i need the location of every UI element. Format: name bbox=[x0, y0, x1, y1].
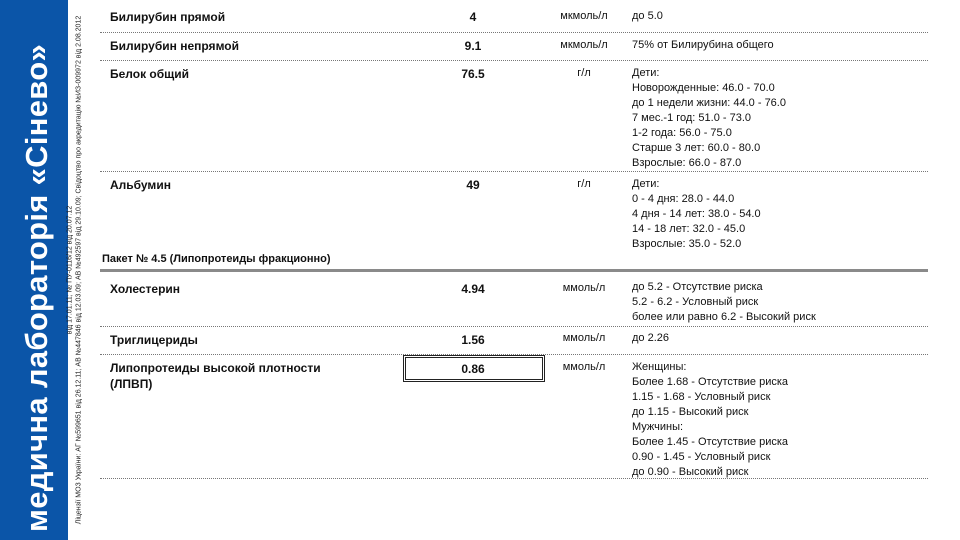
test-unit: мкмоль/л bbox=[560, 10, 608, 22]
license-strip bbox=[68, 0, 90, 540]
brand-name: медична лабораторія «Сінево» bbox=[19, 43, 54, 533]
brand-sidebar bbox=[0, 0, 68, 540]
test-unit: ммоль/л bbox=[562, 361, 606, 373]
test-unit: мкмоль/л bbox=[560, 39, 608, 51]
reference-range: до 2.26 bbox=[632, 332, 670, 344]
test-value: 9.1 bbox=[464, 39, 482, 53]
test-value: 0.86 bbox=[461, 362, 485, 376]
test-unit: ммоль/л bbox=[562, 332, 606, 344]
packet-title: Пакет № 4.5 (Липопротеиды фракционно) bbox=[102, 253, 331, 265]
test-name: Билирубин непрямой bbox=[110, 39, 239, 53]
test-name: Белок общий bbox=[110, 67, 190, 81]
row-divider bbox=[100, 60, 928, 61]
row-divider bbox=[100, 326, 928, 327]
reference-range: Дети: 0 - 4 дня: 28.0 - 44.0 4 дня - 14 лет: 38.0 - 54.0 14 - 18 лет: 32.0 - 45.0 Взрослые: 35.0 - 52.0 bbox=[632, 178, 761, 250]
reference-range: Дети: Новорожденные: 46.0 - 70.0 до 1 недели жизни: 44.0 - 76.0 7 мес.-1 год: 51.0 - 73.0 1-2 года: 56.0 - 75.0 Старше 3 лет: 60.0 - 80.0 Взрослые: 66.0 - 87.0 bbox=[632, 67, 786, 169]
reference-range: до 5.0 bbox=[632, 10, 663, 22]
test-unit: ммоль/л bbox=[562, 282, 606, 294]
test-name: Липопротеиды высокой плотности (ЛПВП) bbox=[110, 361, 321, 391]
test-unit: г/л bbox=[577, 67, 591, 79]
test-name: Триглицериды bbox=[110, 333, 198, 347]
row-divider bbox=[100, 171, 928, 172]
test-name: Холестерин bbox=[110, 282, 181, 296]
section-divider bbox=[100, 269, 928, 272]
row-divider bbox=[100, 478, 928, 479]
test-name: Билирубин прямой bbox=[110, 10, 226, 24]
row-divider bbox=[100, 32, 928, 33]
reference-range: 75% от Билирубина общего bbox=[632, 39, 774, 51]
license-text: Ліцензії МОЗ України: АГ №599651 від 26.12.11; АВ №447846 від 12.03.09; АВ №492597 від 29.10.09; Свідоцтво про акредитацію №ИЗ-009972 від 2.08.2012 bbox=[75, 15, 83, 525]
test-value: 1.56 bbox=[461, 333, 485, 347]
test-value: 76.5 bbox=[461, 67, 485, 81]
test-value: 4.94 bbox=[461, 282, 485, 296]
test-name: Альбумин bbox=[110, 178, 171, 192]
test-value: 4 bbox=[469, 10, 477, 24]
license-text-2: від 17.01.11; № ПУ-0116/12 від 20.07.12 bbox=[66, 205, 74, 335]
reference-range: до 5.2 - Отсутствие риска 5.2 - 6.2 - Условный риск более или равно 6.2 - Высокий риск bbox=[632, 281, 816, 323]
test-unit: г/л bbox=[577, 178, 591, 190]
reference-range: Женщины: Более 1.68 - Отсутствие риска 1.15 - 1.68 - Условный риск до 1.15 - Высокий риск Мужчины: Более 1.45 - Отсутствие риска 0.90 - 1.45 - Условный риск до 0.90 - Высокий риск bbox=[632, 361, 789, 478]
test-value: 49 bbox=[466, 178, 480, 192]
